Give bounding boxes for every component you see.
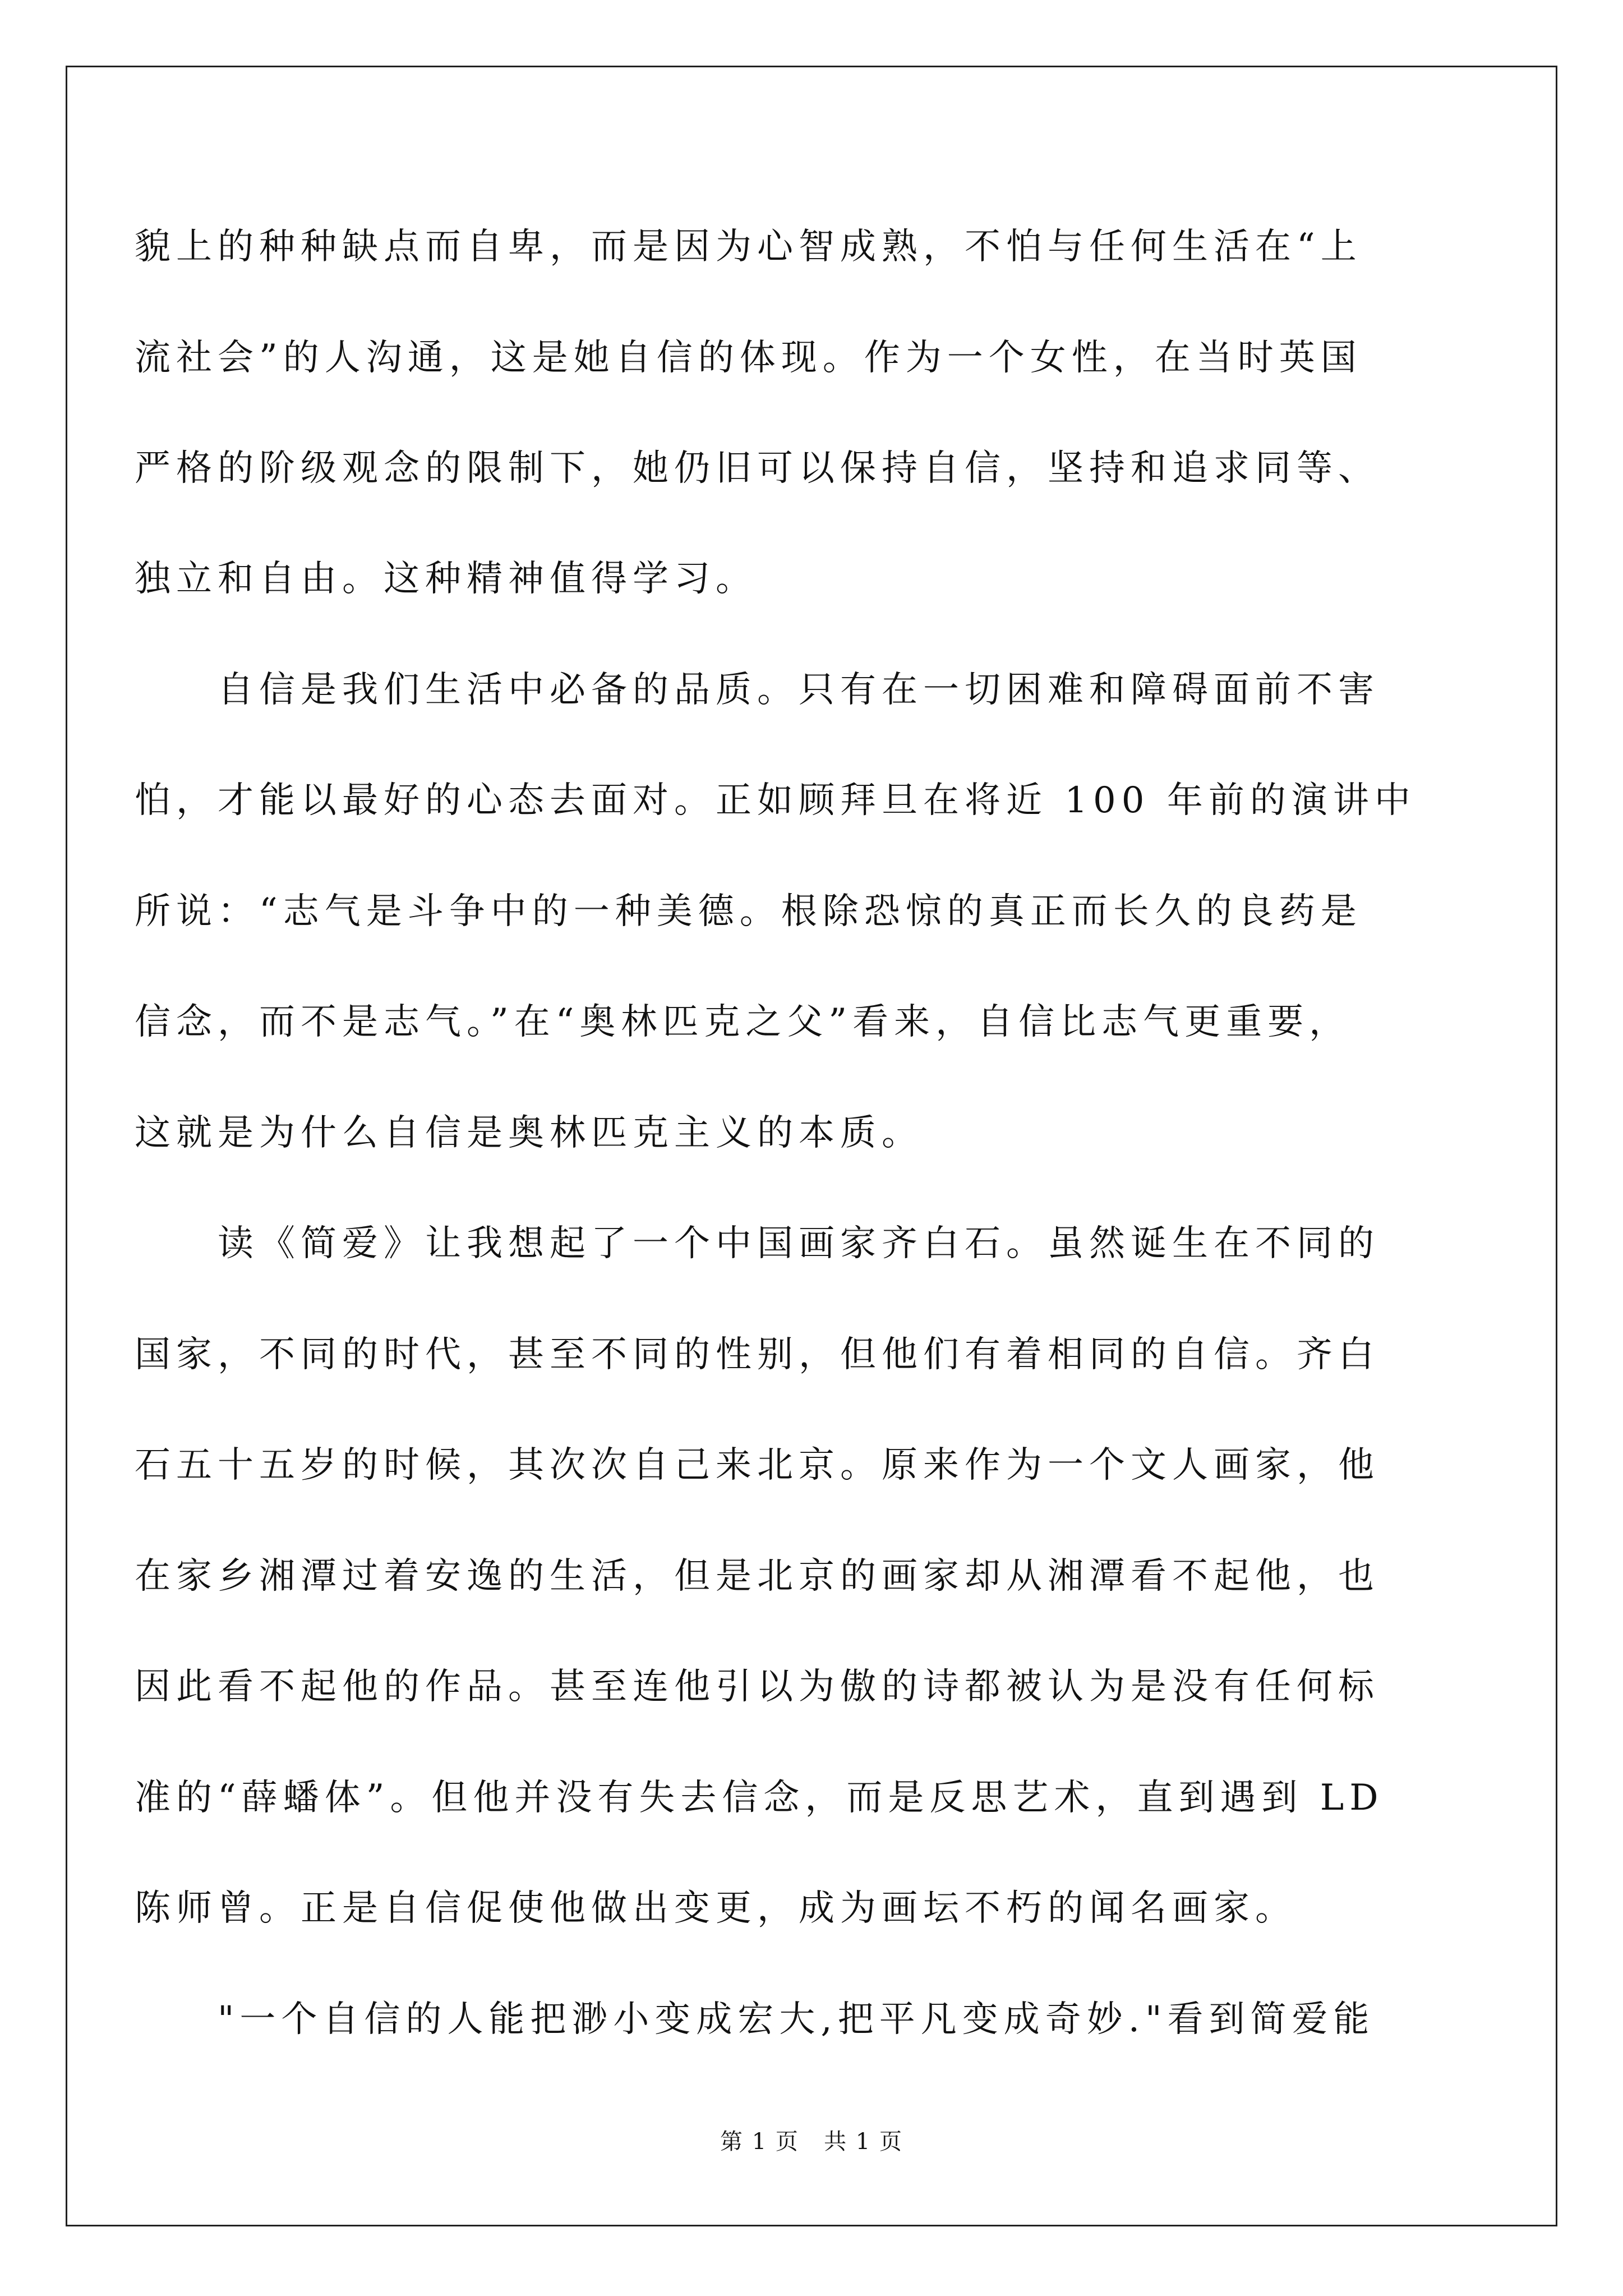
text-line: 自信是我们生活中必备的品质。只有在一切困难和障碍面前不害 [135, 669, 1380, 711]
text-line: 严格的阶级观念的限制下，她仍旧可以保持自信，坚持和追求同等、 [135, 448, 1380, 489]
text-line: 信念，而不是志气。”在“奥林匹克之父”看来，自信比志气更重要， [135, 1001, 1351, 1043]
text-line: 读《简爱》让我想起了一个中国画家齐白石。虽然诞生在不同的 [135, 1223, 1380, 1264]
text-line: 国家，不同的时代，甚至不同的性别，但他们有着相同的自信。齐白 [135, 1334, 1380, 1375]
text-line: 因此看不起他的作品。甚至连他引以为傲的诗都被认为是没有任何标 [135, 1666, 1380, 1708]
text-line: 流社会”的人沟通，这是她自信的体现。作为一个女性，在当时英国 [135, 337, 1362, 379]
text-line: 独立和自由。这种精神值得学习。 [135, 558, 757, 600]
text-line: 在家乡湘潭过着安逸的生活，但是北京的画家却从湘潭看不起他，也 [135, 1556, 1380, 1597]
text-line: 石五十五岁的时候，其次次自己来北京。原来作为一个文人画家，他 [135, 1444, 1380, 1486]
text-line: 陈师曾。正是自信促使他做出变更，成为画坛不朽的闻名画家。 [135, 1888, 1297, 1929]
page-footer: 第 1 页 共 1 页 [720, 2129, 903, 2155]
text-line: "一个自信的人能把渺小变成宏大,把平凡变成奇妙."看到简爱能 [135, 1999, 1375, 2040]
text-line: 怕，才能以最好的心态去面对。正如顾拜旦在将近 100 年前的演讲中 [135, 780, 1416, 821]
text-line: 准的“薛蟠体”。但他并没有失去信念，而是反思艺术，直到遇到 LD [135, 1777, 1384, 1819]
text-line: 所说：“志气是斗争中的一种美德。根除恐惊的真正而长久的良药是 [135, 891, 1362, 932]
text-line: 这就是为什么自信是奥林匹克主义的本质。 [135, 1112, 923, 1154]
text-line: 貌上的种种缺点而自卑，而是因为心智成熟，不怕与任何生活在“上 [135, 226, 1362, 268]
